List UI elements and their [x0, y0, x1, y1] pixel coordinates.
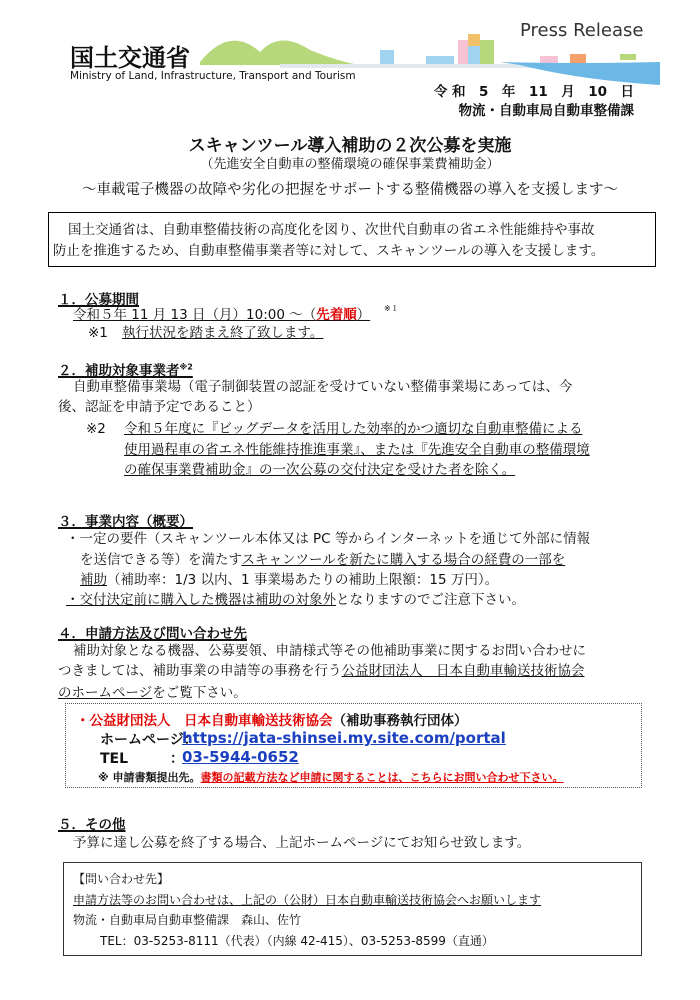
- tel-label: TEL: [100, 751, 129, 767]
- note-2-line: 令和５年度に『ビッグデータを活用した効率的かつ適切な自動車整備による: [124, 421, 583, 437]
- text: をご覧下さい。: [152, 685, 247, 701]
- note-2-line: の確保事業費補助金』の一次公募の交付決定を受けた者を除く。: [124, 462, 516, 478]
- press-release-label: Press Release: [520, 20, 644, 41]
- note-1-label: ※1: [88, 325, 108, 341]
- eligible-line: 自動車整備事業場（電子制御装置の認証を受けていない整備事業場にあっては、今: [73, 379, 573, 395]
- department: 物流・自動車局自動車整備課: [458, 103, 634, 119]
- summary-line: 防止を推進するため、自動車整備事業者等に対して、スキャンツールの導入を支援します。: [53, 243, 605, 259]
- org-name-link: 公益財団法人 日本自動車輸送技術協会: [341, 663, 585, 679]
- underlined-text: 補助: [80, 572, 107, 588]
- logo-jp: 国土交通省: [70, 44, 190, 72]
- logo-en: Ministry of Land, Infrastructure, Transport and Tourism: [70, 70, 356, 82]
- tel-link[interactable]: 03-5944-0652: [182, 748, 299, 766]
- text: つきましては、補助事業の申請等の事務を行う: [58, 663, 342, 679]
- section-4-heading: ４．申請方法及び問い合わせ先: [58, 626, 247, 642]
- submission-note: [98, 769, 564, 785]
- application-period: [73, 306, 370, 324]
- org-line: [76, 712, 468, 730]
- contact-line: 申請方法等のお問い合わせは、上記の（公財）日本自動車輸送技術協会へお願いします: [73, 893, 542, 907]
- org-name: ・公益財団法人 日本自動車輸送技術協会: [76, 713, 333, 729]
- contact-title: 【問い合わせ先】: [73, 872, 170, 886]
- page-subtitle: （先進安全自動車の整備環境の確保事業費補助金）: [200, 157, 500, 172]
- red-note: 書類の記載方法など申請に関することは、こちらにお問い合わせ下さい。: [200, 771, 564, 784]
- tel-colon: ：: [170, 751, 184, 767]
- apply-line: [58, 684, 247, 702]
- page-title: スキャンツール導入補助の２次公募を実施: [188, 136, 512, 156]
- bullet-line: [80, 571, 498, 589]
- text: を送信できる等）を満たす: [80, 552, 242, 568]
- section-5-heading: ５．その他: [58, 817, 126, 833]
- text: となりますのでご注意下さい。: [336, 592, 525, 608]
- contact-tel: TEL：03-5253-8111（代表）（内線 42-415）、03-5253-8599（直通）: [100, 934, 494, 948]
- underlined-text: ・交付決定前に購入した機器は補助の対象外: [66, 592, 336, 608]
- contact-line: 物流・自動車局自動車整備課 森山、佐竹: [73, 913, 302, 927]
- text: （補助率：1/3 以内、1 事業場あたりの補助上限額：15 万円）。: [107, 572, 499, 588]
- section-2-heading: [58, 359, 193, 379]
- other-line: 予算に達し公募を終了する場合、上記ホームページにてお知らせ致します。: [73, 835, 531, 851]
- summary-line: 国土交通省は、自動車整備技術の高度化を図り、次世代自動車の省エネ性能維持や事故: [68, 222, 595, 238]
- apply-line: [58, 662, 585, 680]
- homepage-text: のホームページ: [58, 685, 153, 701]
- org-role: （補助事務執行団体）: [332, 713, 468, 729]
- apply-line: 補助対象となる機器、公募要領、申請様式等その他補助事業に関するお問い合わせに: [73, 643, 586, 659]
- note-1-text: 執行状況を踏まえ終了致します。: [122, 325, 324, 341]
- tagline: ～車載電子機器の故障や劣化の把握をサポートする整備機器の導入を支援します～: [81, 182, 619, 198]
- underlined-text: スキャンツールを新たに購入する場合の経費の一部を: [241, 552, 566, 568]
- heading-text: ２．補助対象事業者: [58, 363, 180, 379]
- text: ※ 申請書類提出先。: [98, 771, 201, 784]
- bullet-line: [66, 591, 525, 609]
- period-text-end: ）: [356, 307, 371, 323]
- heading-sup: ※2: [179, 362, 193, 372]
- note-mark: ※１: [384, 304, 399, 313]
- period-text: 令和５年 11 月 13 日（月）10:00 ～（: [73, 307, 317, 323]
- eligible-line: 後、認証を申請予定であること）: [58, 399, 261, 415]
- hp-label: ホームページ：: [100, 732, 198, 748]
- section-3-heading: ３．事業内容（概要）: [58, 514, 193, 530]
- bullet-line: ・一定の要件（スキャンツール本体又は PC 等からインターネットを通じて外部に情報: [66, 531, 591, 547]
- section-1-heading: １．公募期間: [58, 292, 139, 308]
- note-2-label: ※2: [86, 421, 106, 437]
- bullet-line: [80, 551, 565, 569]
- issue-date: 令 和 5 年 11 月 10 日: [433, 84, 634, 100]
- homepage-link[interactable]: https://jata-shinsei.my.site.com/portal: [182, 729, 506, 747]
- note-2-line: 使用過程車の省エネ性能維持推進事業』、または『先進安全自動車の整備環境: [124, 442, 590, 458]
- first-come-badge: 先着順: [316, 307, 357, 323]
